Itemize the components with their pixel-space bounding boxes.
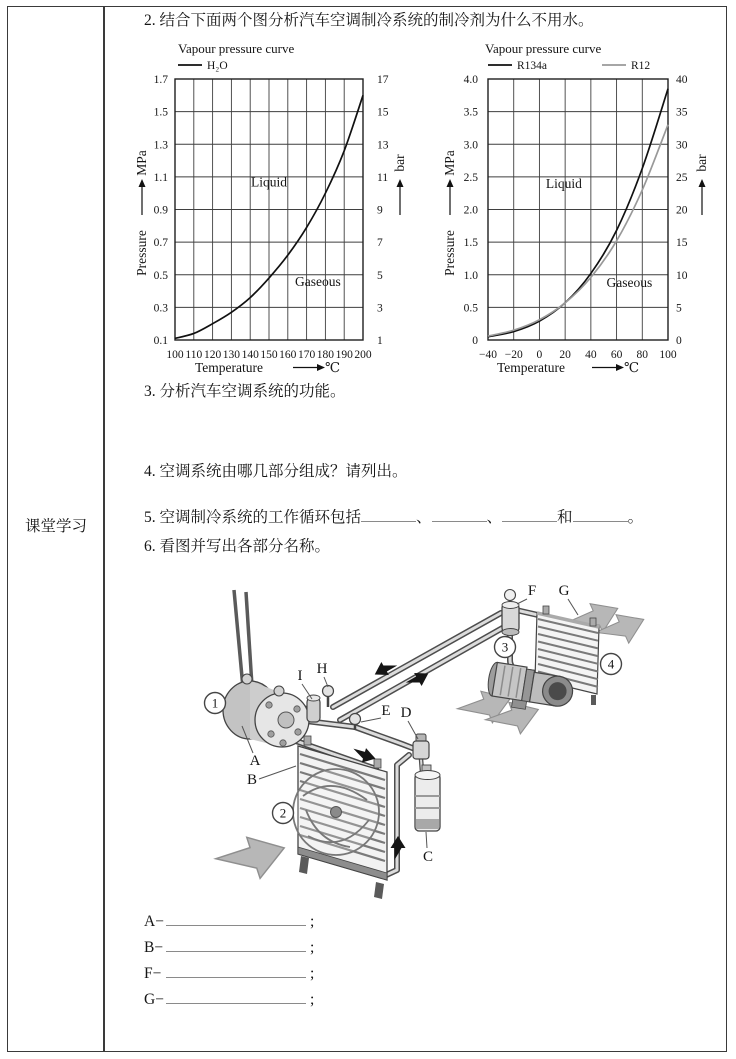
y-axis-unit-left: MPa <box>442 150 457 176</box>
y-tick-label-right: 30 <box>676 139 688 152</box>
arrow-head <box>699 179 706 187</box>
arrow-head <box>447 179 454 187</box>
x-tick-label: 190 <box>335 349 353 361</box>
x-axis-name: Temperature <box>195 360 264 375</box>
service-valve-i <box>307 695 320 722</box>
x-axis-unit: ℃ <box>325 360 341 375</box>
y-tick-label-right: 13 <box>377 139 389 152</box>
y-tick-label-right: 7 <box>377 237 383 250</box>
answer-separator: ; <box>310 939 315 956</box>
sight-glass-valve-d <box>413 734 429 759</box>
x-tick-label: −40 <box>479 349 497 361</box>
answer-separator: ; <box>310 913 315 930</box>
separator: 、 <box>486 509 503 526</box>
series-line-R12 <box>488 125 668 336</box>
receiver-drier <box>415 765 440 831</box>
y-tick-label-left: 0.5 <box>153 269 168 282</box>
x-tick-label: 110 <box>185 349 203 361</box>
y-tick-label-left: 2.0 <box>463 204 478 217</box>
question-3: 3. 分析汽车空调系统的功能。 <box>144 383 346 400</box>
y-axis-name: Pressure <box>442 230 457 276</box>
y-tick-label-left: 1.5 <box>153 106 168 119</box>
x-tick-label: 100 <box>166 349 184 361</box>
answer-separator: ; <box>310 991 315 1008</box>
chart-r134a-r12-vapour-pressure <box>440 38 730 386</box>
x-tick-label: 180 <box>316 349 335 361</box>
y-tick-label-left: 0.3 <box>153 302 168 315</box>
service-valve-h <box>323 686 334 708</box>
chart-h2o-vapour-pressure <box>120 38 410 386</box>
answer-row-f <box>144 964 314 982</box>
period: 。 <box>627 509 644 526</box>
condenser-fan <box>293 769 379 855</box>
y-tick-label-right: 9 <box>377 204 383 217</box>
arrow-head <box>616 364 624 371</box>
label-f: F <box>527 583 537 599</box>
y-tick-label-right: 10 <box>676 269 688 282</box>
compressor <box>223 590 309 747</box>
x-tick-label: 200 <box>354 349 372 361</box>
condenser <box>293 736 387 899</box>
answer-line <box>166 990 306 1004</box>
y-tick-label-left: 4.0 <box>463 74 478 86</box>
answer-row-b <box>144 938 314 956</box>
number-2: 2 <box>279 805 287 821</box>
y-tick-label-left: 3.5 <box>463 106 478 119</box>
y-tick-label-right: 15 <box>377 106 389 119</box>
y-axis-label-right <box>694 154 709 215</box>
answer-row-g <box>144 990 314 1008</box>
question-5 <box>144 505 643 527</box>
region-label: Liquid <box>545 175 582 191</box>
y-tick-label-right: 40 <box>676 74 688 86</box>
y-axis-unit-right: bar <box>392 154 407 172</box>
and-word: 和 <box>557 509 573 526</box>
x-tick-label: 40 <box>585 349 597 361</box>
answer-letter: A− <box>144 913 164 930</box>
y-tick-label-right: 20 <box>676 204 688 217</box>
y-tick-label-left: 0.9 <box>153 204 168 217</box>
y-tick-label-left: 2.5 <box>463 171 478 184</box>
arrow-head <box>139 179 146 187</box>
air-arrow-condenser <box>213 827 291 889</box>
expansion-valve <box>502 590 519 636</box>
label-g: G <box>558 583 570 599</box>
y-tick-label-left: 0.7 <box>153 237 168 250</box>
y-tick-label-right: 15 <box>676 237 688 250</box>
x-tick-label: 140 <box>241 349 259 361</box>
answer-row-a <box>144 912 314 930</box>
arrow-head <box>397 179 404 187</box>
region-label: Gaseous <box>606 275 653 291</box>
label-a: A <box>249 753 261 769</box>
y-tick-label-right: 5 <box>676 302 682 315</box>
y-tick-label-right: 11 <box>377 171 389 184</box>
y-tick-label-right: 35 <box>676 106 688 119</box>
legend-label: R12 <box>631 60 651 72</box>
x-tick-label: 100 <box>659 349 677 361</box>
answer-line <box>166 912 306 926</box>
question-6: 6. 看图并写出各部分名称。 <box>144 538 331 555</box>
label-b: B <box>246 772 258 788</box>
y-tick-label-right: 25 <box>676 171 688 184</box>
x-tick-label: 60 <box>610 349 623 361</box>
label-i: I <box>297 668 303 684</box>
y-axis-unit-right: bar <box>694 154 709 172</box>
number-3: 3 <box>501 639 509 655</box>
label-e: E <box>381 703 391 719</box>
x-tick-label: 20 <box>559 349 571 361</box>
label-h: H <box>316 661 328 677</box>
y-axis-unit-left: MPa <box>134 150 149 176</box>
y-tick-label-left: 1.3 <box>153 139 168 152</box>
y-tick-label-left: 1.1 <box>153 171 168 184</box>
x-tick-label: 150 <box>260 349 278 361</box>
fill-blank-1 <box>361 508 416 522</box>
y-tick-label-left: 1.0 <box>463 269 478 282</box>
y-tick-label-right: 17 <box>377 74 389 86</box>
answer-letter: G− <box>144 991 164 1008</box>
fill-blank-2 <box>432 508 487 522</box>
series-line-R134a <box>488 89 668 337</box>
region-label: Gaseous <box>295 274 341 290</box>
y-axis-label-right <box>392 154 407 215</box>
separator: 、 <box>416 509 432 526</box>
y-tick-label-left: 0.1 <box>153 335 168 347</box>
sidebar-divider <box>103 6 105 1052</box>
question-4: 4. 空调系统由哪几部分组成？请列出。 <box>144 463 408 480</box>
arrow-head <box>317 364 325 371</box>
sidebar-label: 课堂学习 <box>24 518 87 535</box>
x-axis-name: Temperature <box>497 360 566 375</box>
answer-line <box>166 964 306 978</box>
fill-blank-4 <box>573 508 628 522</box>
answer-line <box>166 938 306 952</box>
y-tick-label-left: 0 <box>472 335 478 347</box>
y-axis-label-left <box>134 150 149 276</box>
y-axis-name: Pressure <box>134 230 149 276</box>
x-tick-label: 120 <box>203 349 222 361</box>
answer-blanks <box>144 912 314 1016</box>
y-tick-label-right: 5 <box>377 269 383 282</box>
x-axis-unit: ℃ <box>624 360 640 375</box>
answer-letter: F− <box>144 965 162 982</box>
legend-label: R134a <box>517 60 548 72</box>
answer-letter: B− <box>144 939 164 956</box>
y-tick-label-right: 3 <box>377 302 383 315</box>
y-tick-label-right: 0 <box>676 335 682 347</box>
question-5-text: 5. 空调制冷系统的工作循环包括 <box>144 509 362 526</box>
y-tick-label-left: 1.7 <box>153 74 168 86</box>
number-1: 1 <box>211 695 219 711</box>
answer-separator: ; <box>310 965 315 982</box>
y-tick-label-right: 1 <box>377 335 383 347</box>
legend-label: H₂O <box>207 60 228 72</box>
x-tick-label: 160 <box>279 349 297 361</box>
chart-title: Vapour pressure curve <box>178 41 295 56</box>
x-tick-label: −20 <box>504 349 523 361</box>
fill-blank-3 <box>502 508 557 522</box>
region-label: Liquid <box>251 174 287 190</box>
chart-title: Vapour pressure curve <box>485 41 602 56</box>
x-tick-label: 0 <box>536 349 543 361</box>
y-tick-label-left: 1.5 <box>463 237 478 250</box>
y-tick-label-left: 0.5 <box>463 302 478 315</box>
x-tick-label: 80 <box>636 349 649 361</box>
x-tick-label: 130 <box>222 349 241 361</box>
y-axis-label-left <box>442 150 457 276</box>
ac-system-diagram <box>150 568 710 913</box>
y-tick-label-left: 3.0 <box>463 139 478 152</box>
label-d: D <box>400 705 412 721</box>
number-4: 4 <box>607 656 615 672</box>
label-c: C <box>422 849 434 865</box>
question-2: 2. 结合下面两个图分析汽车空调制冷系统的制冷剂为什么不用水。 <box>144 12 594 29</box>
x-tick-label: 170 <box>297 349 316 361</box>
